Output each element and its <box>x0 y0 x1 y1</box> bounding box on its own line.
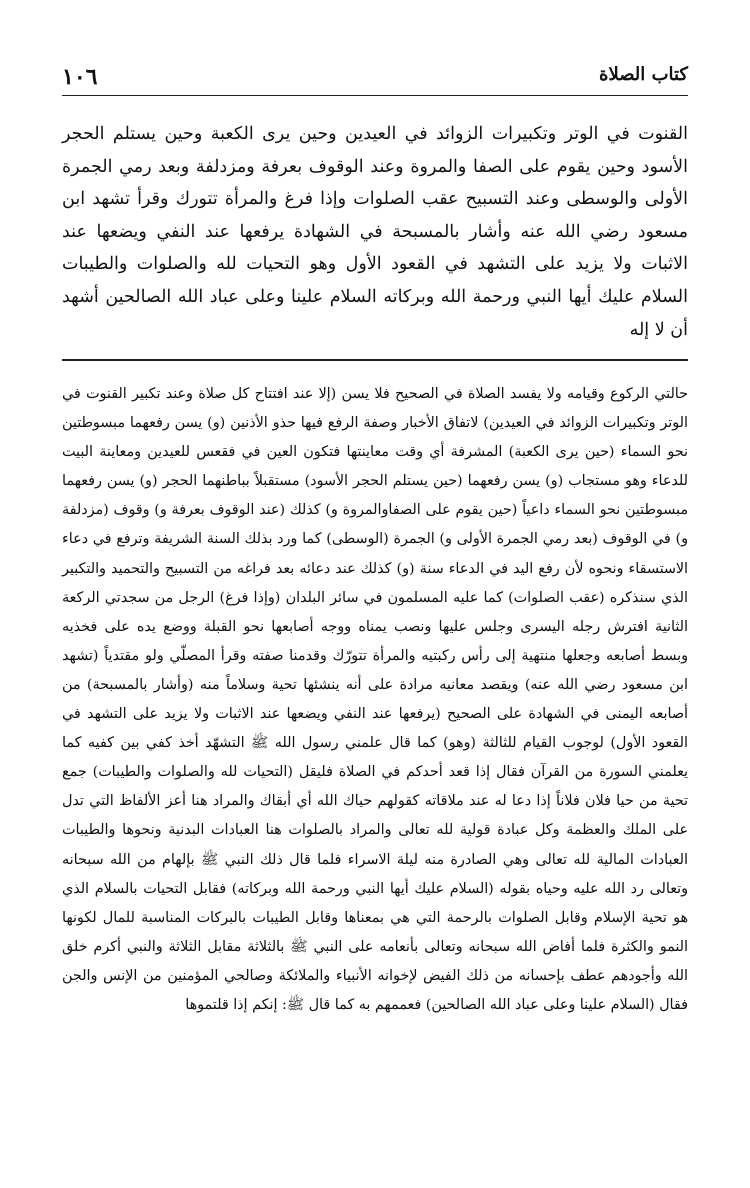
commentary-text: حالتي الركوع وقيامه ولا يفسد الصلاة في الصحيح فلا يسن (إلا عند افتتاح كل صلاة وعند تكبير القنوت في الوتر وتكبيرات الزوائد في العيدين) لاتفاق الأخبار وصفة الرفع فيها حذو الأذنين (و) يسن رفعهما مبسوطتين نحو السماء (حين يرى الكعبة) المشرفة أي وقت معاينتها فتكون العين في فقعس للعيدين ومعاينة البيت للدعاء وهو مستجاب (و) يسن رفعهما (حين يستلم الحجر الأسود) مستقبلاً بباطنهما الحجر (و) يسن رفعهما مبسوطتين نحو السماء داعياً (حين يقوم على الصفاوالمروة و) كذلك (عند الوقوف بعرفة و) وقوف (مزدلفة و) في الوقوف (بعد رمي الجمرة الأولى و) الجمرة (الوسطى) كما ورد بذلك السنة الشريفة وترفع في دعاء الاستسقاء ونحوه لأن رفع اليد في الدعاء سنة (و) كذلك عند دعائه بعد فراغه من التسبيح والتحميد والتكبير الذي سنذكره (عقب الصلوات) كما عليه المسلمون في سائر البلدان (وإذا فرغ) الرجل من سجدتي الركعة الثانية افترش رجله اليسرى وجلس عليها ونصب يمناه ووجه أصابعها نحو القبلة ووضع يده على فخذيه وبسط أصابعه وجعلها منتهية إلى رأس ركبتيه والمرأة تتورّك وقدمنا صفته وقرأ المصلّي ولو مقتدياً (تشهد ابن مسعود رضي الله عنه) ويقصد معانيه مرادة على أنه ينشئها تحية وسلاماً منه (وأشار بالمسبحة) من أصابعه اليمنى في الشهادة على الصحيح (يرفعها عند النفي ويضعها عند الاثبات ولا يزيد على التشهد في القعود الأول) لوجوب القيام للثالثة (وهو) كما قال علمني رسول الله ﷺ التشهّد أخذ كفي بين كفيه كما يعلمني السورة من القرآن فقال إذا قعد أحدكم في الصلاة فليقل (التحيات لله والصلوات والطيبات) جمع تحية من حيا فلان فلاناً إذا دعا له عند ملاقاته كقولهم حياك الله أي أبقاك والمراد هنا أعز الألفاظ التي تدل على الملك والعظمة وكل عبادة قولية لله تعالى والمراد بالصلوات هنا العبادات البدنية ونحوها والطيبات العبادات المالية لله تعالى وهي الصادرة منه ليلة الاسراء فلما قال ذلك النبي ﷺ بإلهام من الله سبحانه وتعالى رد الله عليه وحياه بقوله (السلام عليك أيها النبي ورحمة الله وبركاته) فقابل التحيات بالسلام الذي هو تحية الإسلام وقابل الصلوات بالرحمة التي هي بمعناها وقابل الطيبات بالبركات المناسبة للمال لكونها النمو والكثرة فلما أفاض الله سبحانه وتعالى بأنعامه على النبي ﷺ بالثلاثة مقابل الثلاثة والنبي أكرم خلق الله وأجودهم عطف بإحسانه من ذلك الفيض لإخوانه الأنبياء والملائكة وصالحي المؤمنين من الإنس والجن فقال (السلام علينا وعلى عباد الله الصالحين) فعممهم به كما قال ﷺ: إنكم إذا قلتموها <box>62 386 688 1013</box>
book-title: كتاب الصلاة <box>599 64 688 85</box>
commentary-block <box>62 380 688 1020</box>
page-header <box>62 64 688 92</box>
header-divider <box>62 95 688 96</box>
main-text: القنوت في الوتر وتكبيرات الزوائد في العيدين وحين يرى الكعبة وحين يستلم الحجر الأسود وحين يقوم على الصفا والمروة وعند الوقوف بعرفة ومزدلفة وبعد رمي الجمرة الأولى والوسطى وعند التسبيح عقب الصلوات وإذا فرغ والمرأة تتورك وقرأ تشهد ابن مسعود رضي الله عنه وأشار بالمسبحة في الشهادة يرفعها عند النفي ويضعها عند الاثبات ولا يزيد على التشهد في القعود الأول وهو التحيات لله والصلوات والطيبات السلام عليك أيها النبي ورحمة الله وبركاته السلام علينا وعلى عباد الله الصالحين أشهد أن لا إله <box>62 124 688 340</box>
page-number: ١٠٦ <box>62 64 98 90</box>
main-text-block <box>62 118 688 346</box>
commentary-divider <box>62 359 688 361</box>
